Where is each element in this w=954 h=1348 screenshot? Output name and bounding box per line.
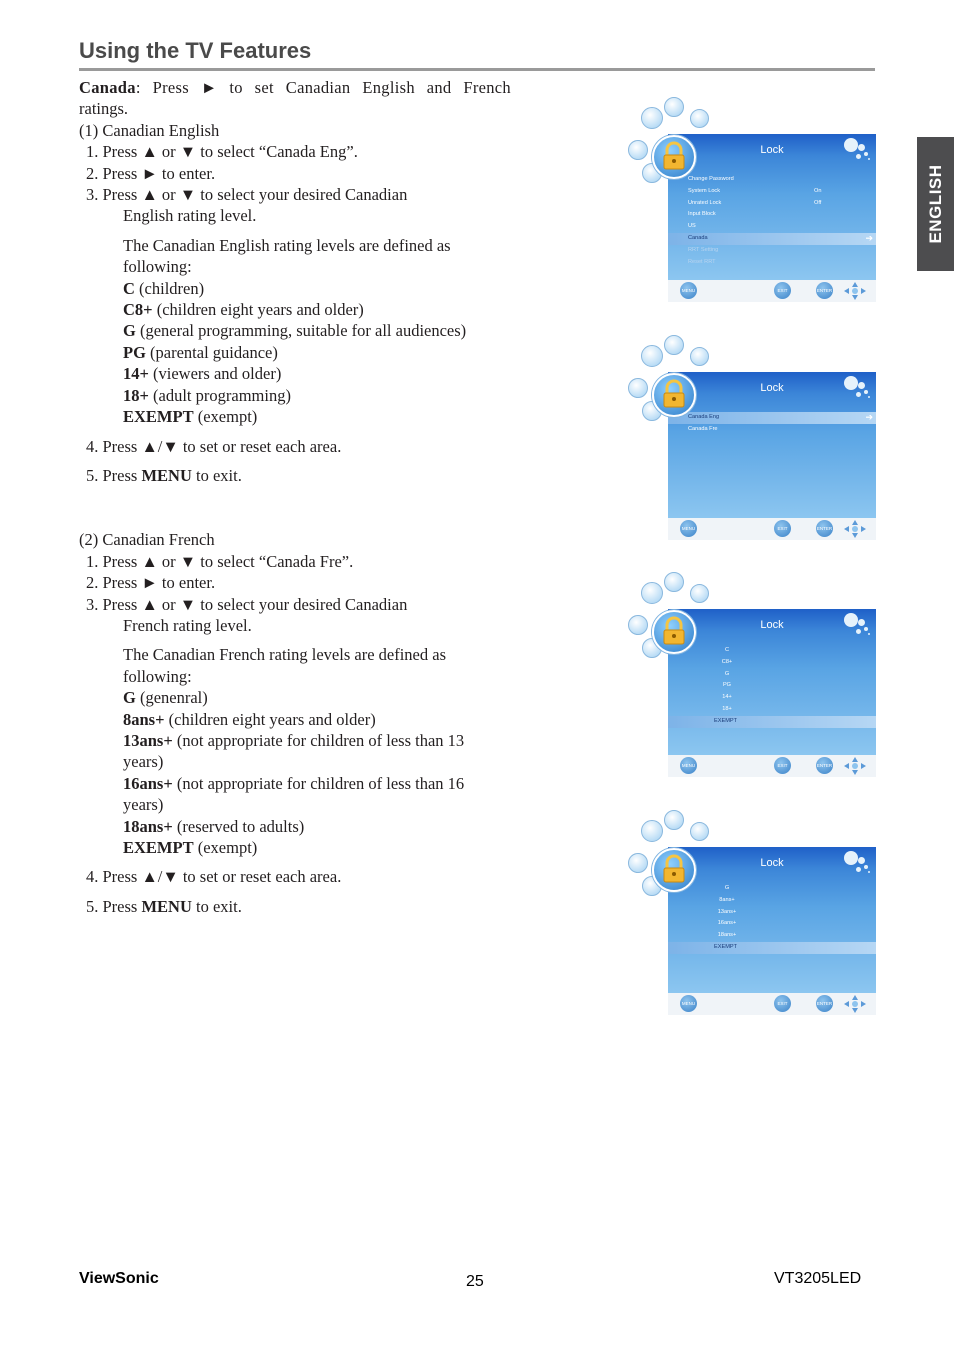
menu-item-label: 16ans+ — [717, 920, 737, 927]
lock-icon — [652, 848, 696, 892]
exit-button[interactable]: EXIT — [774, 520, 791, 537]
menu-item[interactable] — [668, 716, 876, 728]
menu-item[interactable] — [668, 209, 876, 221]
step-line: 1. Press ▲ or ▼ to select “Canada Eng”. — [86, 142, 358, 162]
music-icon — [641, 820, 663, 842]
rating-level — [79, 278, 511, 299]
enter-button[interactable]: ENTER — [816, 995, 833, 1012]
lock-menu-screenshot — [628, 335, 878, 540]
menu-button[interactable]: MENU — [680, 282, 697, 299]
rating-desc: years) — [123, 752, 164, 772]
step-line: 2. Press ► to enter. — [86, 573, 216, 593]
picture-icon — [628, 140, 648, 160]
menu-item[interactable] — [668, 257, 876, 269]
settings-icon — [690, 109, 709, 128]
menu-item-label: Canada — [688, 234, 708, 241]
rating-level — [79, 709, 511, 730]
menu-list — [668, 645, 876, 728]
intro-line-2: ratings. — [79, 99, 129, 119]
intro-text: : Press ► to set Canadian English and French — [135, 78, 511, 97]
section2-step5: 5. Press MENU to exit. — [86, 896, 242, 916]
step-line: French rating level. — [123, 615, 252, 635]
direction-pad-icon[interactable] — [844, 995, 866, 1013]
menu-item-label: Canada Fre — [688, 425, 718, 432]
rating-code: PG — [123, 342, 146, 362]
menu-item-label: Unrated Lock — [688, 199, 722, 206]
menu-item-label: Canada Eng — [688, 414, 720, 420]
rating-level — [79, 751, 511, 772]
bubbles-icon — [842, 611, 872, 637]
bubbles-icon — [842, 849, 872, 875]
lock-icon — [652, 610, 696, 654]
clock-icon — [664, 335, 684, 355]
section2-levels-intro: The Canadian French rating levels are defined as — [123, 645, 446, 665]
section2-levels — [79, 687, 511, 858]
menu-list — [668, 883, 876, 954]
menu-item-label: US — [688, 223, 696, 230]
menu-item[interactable] — [668, 412, 876, 424]
rating-code: G — [123, 321, 136, 341]
menu-item[interactable] — [668, 907, 786, 919]
rating-code: 18+ — [123, 385, 149, 405]
page-title: Using the TV Features — [79, 38, 312, 63]
menu-item-label: PG — [722, 682, 732, 689]
menu-button[interactable]: MENU — [680, 520, 697, 537]
rating-desc: (exempt) — [193, 838, 258, 857]
section1-levels-intro-2: following: — [123, 257, 192, 277]
menu-item[interactable] — [668, 424, 876, 436]
intro-label: Canada — [79, 78, 136, 97]
section1-step4: 4. Press ▲/▼ to set or reset each area. — [86, 436, 342, 456]
menu-item[interactable] — [668, 930, 786, 942]
enter-button[interactable]: ENTER — [816, 520, 833, 537]
menu-item[interactable] — [668, 198, 876, 210]
rating-code: EXEMPT — [123, 407, 194, 427]
menu-panel — [668, 847, 876, 993]
menu-item-label: C8+ — [721, 658, 733, 665]
menu-item-value: Off — [814, 199, 822, 206]
direction-pad-icon[interactable] — [844, 520, 866, 538]
menu-button-bar — [668, 755, 876, 777]
menu-item[interactable] — [668, 186, 876, 198]
rating-code: 18ans+ — [123, 816, 173, 836]
exit-button[interactable]: EXIT — [774, 282, 791, 299]
menu-panel — [668, 372, 876, 518]
menu-panel — [668, 134, 876, 280]
rating-code: 13ans+ — [123, 730, 173, 750]
bubbles-icon — [842, 136, 872, 162]
rating-level — [79, 406, 511, 427]
menu-button-bar — [668, 518, 876, 540]
lock-icon — [652, 135, 696, 179]
lock-menu-screenshot — [628, 572, 878, 777]
menu-item[interactable] — [668, 669, 786, 681]
clock-icon — [664, 97, 684, 117]
rating-level — [79, 816, 511, 837]
menu-list — [668, 412, 876, 436]
menu-item-label: G — [724, 670, 730, 677]
menu-item[interactable] — [668, 895, 786, 907]
instructions-column — [79, 77, 511, 917]
menu-button-bar — [668, 993, 876, 1015]
settings-icon — [690, 584, 709, 603]
rating-desc: (reserved to adults) — [172, 816, 305, 836]
menu-item-label: 18+ — [722, 705, 732, 712]
rating-code: C — [123, 278, 135, 298]
menu-item[interactable] — [668, 704, 786, 716]
language-tab-label: ENGLISH — [925, 164, 945, 244]
menu-item-label: EXEMPT — [714, 943, 738, 950]
rating-desc: (adult programming) — [148, 385, 291, 405]
menu-item-label: 14+ — [722, 694, 732, 701]
music-icon — [641, 582, 663, 604]
rating-level — [79, 342, 511, 363]
menu-title: Lock — [760, 619, 784, 631]
step-line: 2. Press ► to enter. — [86, 163, 216, 183]
rating-desc: (general programming, suitable for all audiences) — [135, 321, 467, 341]
menu-title: Lock — [760, 857, 784, 869]
rating-code: 14+ — [123, 364, 149, 384]
settings-icon — [690, 822, 709, 841]
exit-button[interactable]: EXIT — [774, 757, 791, 774]
language-tab — [917, 137, 954, 271]
arrow-right-icon: ➔ — [865, 412, 873, 422]
picture-icon — [628, 853, 648, 873]
lock-icon — [652, 373, 696, 417]
rating-code: C8+ — [123, 300, 153, 320]
picture-icon — [628, 378, 648, 398]
section2-levels-intro-2: following: — [123, 666, 192, 686]
menu-item-value: On — [814, 187, 822, 194]
direction-pad-icon[interactable] — [844, 757, 866, 775]
rating-level — [79, 837, 511, 858]
section1-steps — [79, 141, 511, 227]
lock-menu-screenshot — [628, 97, 878, 302]
rating-level — [79, 687, 511, 708]
menu-item-label: G — [724, 885, 730, 891]
step-line: 3. Press ▲ or ▼ to select your desired Canadian — [86, 594, 408, 614]
rating-code: G — [123, 688, 136, 708]
menu-item[interactable] — [668, 692, 786, 704]
menu-item-label: Reset RRT — [688, 258, 716, 265]
section1-step5: 5. Press MENU to exit. — [86, 465, 242, 485]
rating-desc: (parental guidance) — [145, 342, 278, 362]
section1-levels — [79, 278, 511, 428]
exit-button[interactable]: EXIT — [774, 995, 791, 1012]
menu-button[interactable]: MENU — [680, 995, 697, 1012]
menu-item-label: RRT Setting — [688, 246, 719, 253]
menu-title: Lock — [760, 144, 784, 156]
rating-level — [79, 773, 511, 794]
menu-item[interactable] — [668, 174, 876, 186]
rating-level — [79, 363, 511, 384]
section2-steps — [79, 551, 511, 637]
menu-item[interactable] — [668, 657, 786, 669]
rating-desc: (children eight years and older) — [152, 300, 364, 320]
rating-code: 16ans+ — [123, 773, 173, 793]
rating-desc: (not appropriate for children of less than 13 — [172, 730, 465, 750]
footer-model: VT3205LED — [774, 1270, 862, 1287]
footer-brand: ViewSonic — [79, 1270, 159, 1287]
music-icon — [641, 345, 663, 367]
enter-button[interactable]: ENTER — [816, 282, 833, 299]
rating-code: EXEMPT — [123, 838, 194, 857]
lock-menu-screenshot — [628, 810, 878, 1015]
section1-heading: (1) Canadian English — [79, 120, 220, 140]
clock-icon — [664, 572, 684, 592]
menu-item-label: System Lock — [688, 187, 721, 194]
step-line: English rating level. — [123, 206, 257, 226]
menu-panel — [668, 609, 876, 755]
menu-button[interactable]: MENU — [680, 757, 697, 774]
menu-title: Lock — [760, 382, 784, 394]
rating-code: 8ans+ — [123, 709, 165, 729]
title-divider — [79, 68, 875, 71]
direction-pad-icon[interactable] — [844, 282, 866, 300]
bubbles-icon — [842, 374, 872, 400]
rating-desc: (not appropriate for children of less than 16 — [172, 773, 465, 793]
rating-desc: (viewers and older) — [148, 364, 282, 384]
rating-level — [79, 385, 511, 406]
rating-level — [79, 730, 511, 751]
menu-item[interactable] — [668, 942, 876, 954]
rating-desc: years) — [123, 795, 164, 815]
enter-button[interactable]: ENTER — [816, 757, 833, 774]
picture-icon — [628, 615, 648, 635]
music-icon — [641, 107, 663, 129]
menu-item[interactable] — [668, 918, 786, 930]
menu-item[interactable] — [668, 233, 876, 245]
rating-desc: (genenral) — [135, 688, 208, 708]
rating-desc: (children eight years and older) — [164, 709, 376, 729]
menu-item-label: C — [724, 647, 730, 653]
rating-level — [79, 794, 511, 815]
section2-step4: 4. Press ▲/▼ to set or reset each area. — [86, 867, 342, 887]
menu-item-label: 13ans+ — [717, 908, 737, 915]
step-line: 3. Press ▲ or ▼ to select your desired Canadian — [86, 185, 408, 205]
menu-item-label: Change Password — [688, 176, 734, 182]
menu-item-label: EXEMPT — [714, 717, 738, 724]
menu-item-label: 18ans+ — [717, 932, 737, 939]
menu-item[interactable] — [668, 221, 876, 233]
rating-desc: (children) — [134, 278, 205, 298]
clock-icon — [664, 810, 684, 830]
menu-item[interactable] — [668, 245, 876, 257]
intro-line — [79, 77, 511, 98]
section1-levels-intro: The Canadian English rating levels are defined as — [123, 235, 451, 255]
section2-heading: (2) Canadian French — [79, 530, 215, 550]
settings-icon — [690, 347, 709, 366]
arrow-right-icon: ➔ — [865, 232, 873, 243]
menu-item[interactable] — [668, 680, 786, 692]
step-line: 1. Press ▲ or ▼ to select “Canada Fre”. — [86, 551, 354, 571]
menu-item-label: 8ans+ — [719, 896, 735, 903]
rating-level — [79, 299, 511, 320]
page-number: 25 — [466, 1273, 484, 1290]
rating-level — [79, 320, 511, 341]
menu-item-label: Input Block — [688, 211, 716, 218]
menu-list — [668, 174, 876, 268]
menu-button-bar — [668, 280, 876, 302]
rating-desc: (exempt) — [193, 407, 258, 427]
